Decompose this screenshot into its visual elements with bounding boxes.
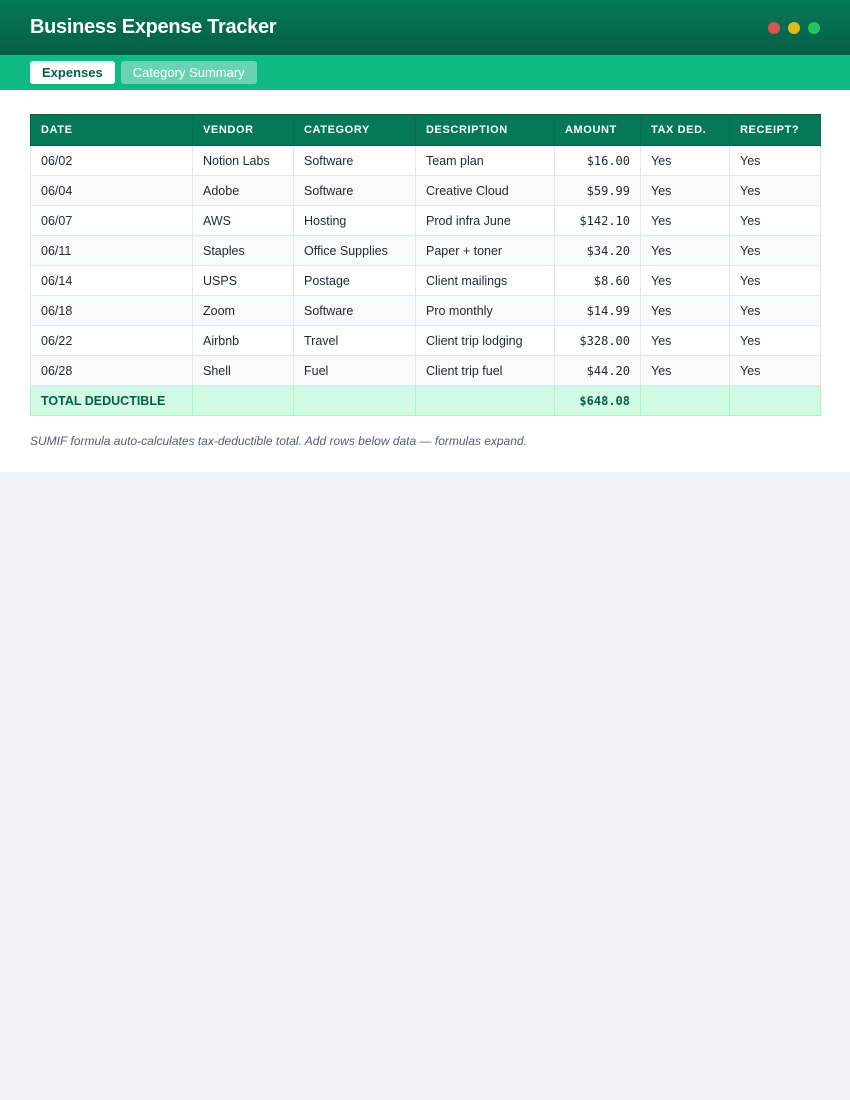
close-window-button[interactable] <box>768 22 780 34</box>
cell-category[interactable]: Hosting <box>294 206 416 236</box>
cell-category[interactable]: Travel <box>294 326 416 356</box>
total-empty-cell[interactable] <box>294 386 416 416</box>
table-row <box>31 266 821 296</box>
cell-receipt[interactable]: Yes <box>730 296 821 326</box>
tab-category-summary[interactable]: Category Summary <box>121 61 257 84</box>
maximize-window-button[interactable] <box>808 22 820 34</box>
cell-tax-deductible[interactable]: Yes <box>641 176 730 206</box>
cell-vendor[interactable]: Adobe <box>193 176 294 206</box>
total-label[interactable]: TOTAL DEDUCTIBLE <box>31 386 193 416</box>
cell-description[interactable]: Client trip lodging <box>416 326 555 356</box>
cell-amount[interactable]: $8.60 <box>555 266 641 296</box>
cell-description[interactable]: Pro monthly <box>416 296 555 326</box>
cell-tax-deductible[interactable]: Yes <box>641 266 730 296</box>
cell-amount[interactable]: $59.99 <box>555 176 641 206</box>
cell-receipt[interactable]: Yes <box>730 206 821 236</box>
sheet-content <box>0 90 850 472</box>
tab-expenses[interactable]: Expenses <box>30 61 115 84</box>
cell-category[interactable]: Fuel <box>294 356 416 386</box>
cell-tax-deductible[interactable]: Yes <box>641 236 730 266</box>
formula-footnote: SUMIF formula auto-calculates tax-deductible total. Add rows below data — formulas expand. <box>30 434 527 448</box>
app-title: Business Expense Tracker <box>30 16 277 38</box>
column-header-vendor[interactable]: VENDOR <box>193 115 294 146</box>
cell-amount[interactable]: $34.20 <box>555 236 641 266</box>
column-header-description[interactable]: DESCRIPTION <box>416 115 555 146</box>
minimize-window-button[interactable] <box>788 22 800 34</box>
column-header-tax-deductible[interactable]: TAX DED. <box>641 115 730 146</box>
cell-receipt[interactable]: Yes <box>730 236 821 266</box>
total-row <box>31 386 821 416</box>
table-row <box>31 206 821 236</box>
cell-description[interactable]: Prod infra June <box>416 206 555 236</box>
cell-vendor[interactable]: Zoom <box>193 296 294 326</box>
cell-date[interactable]: 06/18 <box>31 296 193 326</box>
cell-category[interactable]: Office Supplies <box>294 236 416 266</box>
column-header-receipt[interactable]: RECEIPT? <box>730 115 821 146</box>
sheet-tab-bar <box>0 55 850 90</box>
column-header-date[interactable]: DATE <box>31 115 193 146</box>
cell-receipt[interactable]: Yes <box>730 176 821 206</box>
cell-amount[interactable]: $14.99 <box>555 296 641 326</box>
cell-tax-deductible[interactable]: Yes <box>641 146 730 176</box>
cell-receipt[interactable]: Yes <box>730 326 821 356</box>
table-row <box>31 356 821 386</box>
cell-tax-deductible[interactable]: Yes <box>641 326 730 356</box>
table-row <box>31 176 821 206</box>
cell-receipt[interactable]: Yes <box>730 356 821 386</box>
cell-date[interactable]: 06/02 <box>31 146 193 176</box>
cell-date[interactable]: 06/11 <box>31 236 193 266</box>
cell-description[interactable]: Team plan <box>416 146 555 176</box>
cell-category[interactable]: Software <box>294 176 416 206</box>
cell-vendor[interactable]: USPS <box>193 266 294 296</box>
cell-vendor[interactable]: AWS <box>193 206 294 236</box>
cell-date[interactable]: 06/22 <box>31 326 193 356</box>
cell-amount[interactable]: $142.10 <box>555 206 641 236</box>
cell-amount[interactable]: $16.00 <box>555 146 641 176</box>
total-empty-cell[interactable] <box>641 386 730 416</box>
total-empty-cell[interactable] <box>730 386 821 416</box>
table-row <box>31 146 821 176</box>
table-row <box>31 326 821 356</box>
cell-amount[interactable]: $328.00 <box>555 326 641 356</box>
total-empty-cell[interactable] <box>416 386 555 416</box>
cell-amount[interactable]: $44.20 <box>555 356 641 386</box>
table-row <box>31 236 821 266</box>
cell-date[interactable]: 06/14 <box>31 266 193 296</box>
cell-date[interactable]: 06/28 <box>31 356 193 386</box>
cell-description[interactable]: Paper + toner <box>416 236 555 266</box>
column-header-category[interactable]: CATEGORY <box>294 115 416 146</box>
cell-vendor[interactable]: Airbnb <box>193 326 294 356</box>
cell-category[interactable]: Postage <box>294 266 416 296</box>
cell-description[interactable]: Creative Cloud <box>416 176 555 206</box>
cell-vendor[interactable]: Staples <box>193 236 294 266</box>
cell-description[interactable]: Client mailings <box>416 266 555 296</box>
cell-description[interactable]: Client trip fuel <box>416 356 555 386</box>
total-empty-cell[interactable] <box>193 386 294 416</box>
cell-receipt[interactable]: Yes <box>730 266 821 296</box>
total-amount[interactable]: $648.08 <box>555 386 641 416</box>
cell-vendor[interactable]: Shell <box>193 356 294 386</box>
header-row <box>31 115 821 146</box>
cell-tax-deductible[interactable]: Yes <box>641 296 730 326</box>
title-bar <box>0 0 850 55</box>
cell-tax-deductible[interactable]: Yes <box>641 356 730 386</box>
cell-date[interactable]: 06/07 <box>31 206 193 236</box>
cell-vendor[interactable]: Notion Labs <box>193 146 294 176</box>
cell-date[interactable]: 06/04 <box>31 176 193 206</box>
window-controls <box>768 22 820 34</box>
cell-tax-deductible[interactable]: Yes <box>641 206 730 236</box>
column-header-amount[interactable]: AMOUNT <box>555 115 641 146</box>
cell-category[interactable]: Software <box>294 146 416 176</box>
cell-receipt[interactable]: Yes <box>730 146 821 176</box>
cell-category[interactable]: Software <box>294 296 416 326</box>
expense-table <box>30 114 821 416</box>
table-row <box>31 296 821 326</box>
